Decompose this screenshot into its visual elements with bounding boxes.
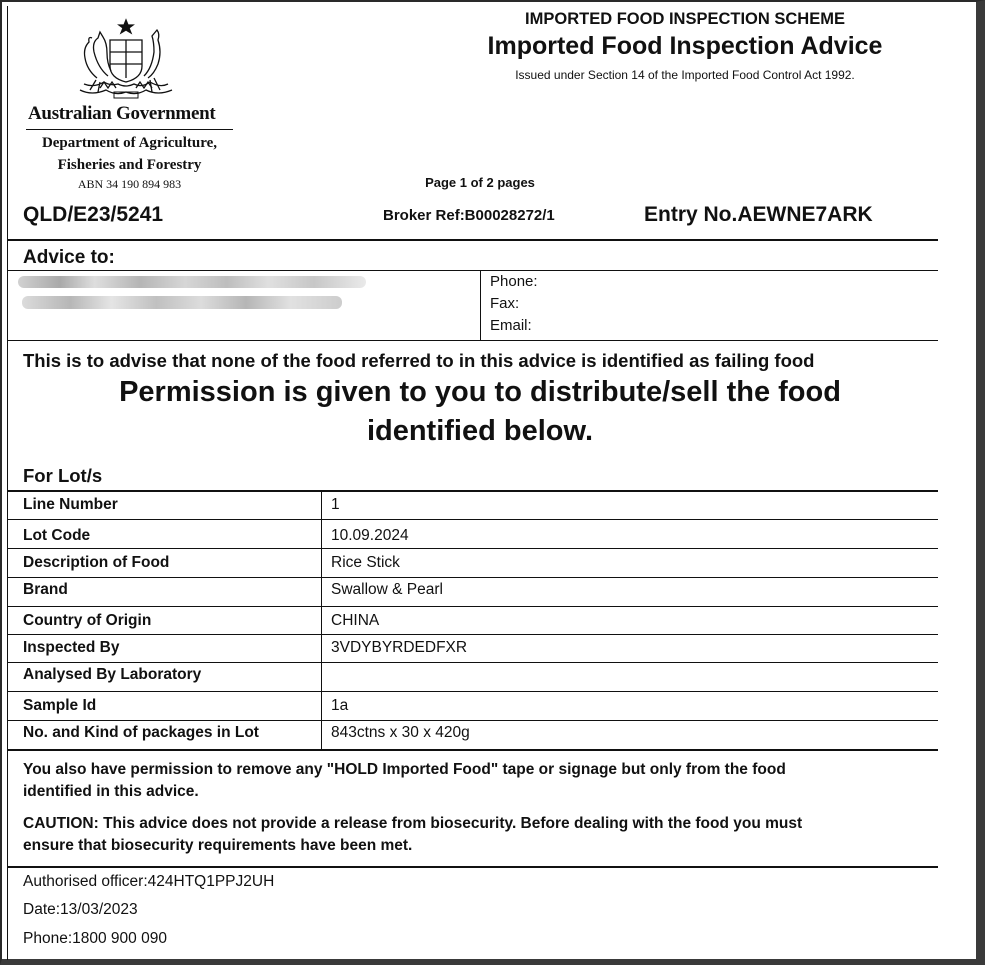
table-row-value: 1	[331, 496, 340, 513]
table-row-value: 10.09.2024	[331, 527, 409, 544]
header-divider	[8, 239, 938, 241]
issued-under-text: Issued under Section 14 of the Imported Food Control Act 1992.	[515, 68, 855, 82]
government-underline	[26, 129, 233, 130]
row-divider	[8, 634, 938, 635]
lots-table-column-divider	[321, 490, 322, 750]
entry-number: Entry No.AEWNE7ARK	[644, 203, 873, 226]
row-divider	[8, 606, 938, 607]
advice-to-heading: Advice to:	[23, 247, 115, 268]
broker-reference: Broker Ref:B00028272/1	[383, 207, 555, 224]
for-lots-heading: For Lot/s	[23, 465, 103, 486]
row-divider	[8, 519, 938, 520]
table-row-value: 843ctns x 30 x 420g	[331, 724, 470, 741]
table-row-label: Description of Food	[23, 554, 170, 571]
table-row-label: Sample Id	[23, 697, 97, 714]
row-divider	[8, 662, 938, 663]
row-divider	[8, 548, 938, 549]
scheme-title: IMPORTED FOOD INSPECTION SCHEME	[525, 10, 845, 28]
page-number: Page 1 of 2 pages	[425, 175, 535, 190]
row-divider	[8, 577, 938, 578]
table-row-value: CHINA	[331, 612, 380, 629]
table-row-label: Analysed By Laboratory	[23, 666, 202, 683]
permission-statement	[60, 373, 900, 451]
advice-date: Date:13/03/2023	[23, 901, 138, 918]
permission-line-2: identified below.	[366, 415, 594, 447]
table-row-label: Brand	[23, 581, 68, 598]
tape-note-line-1: You also have permission to remove any "HOLD Imported Food" tape or signage but only from the food	[23, 761, 786, 778]
department-name	[26, 132, 233, 176]
advice-box-top	[8, 270, 938, 271]
advice-box-bottom	[8, 340, 938, 341]
coat-of-arms-emblem	[70, 18, 182, 100]
department-line-2: Fisheries and Forestry	[57, 157, 202, 173]
row-divider	[8, 720, 938, 721]
department-line-1: Department of Agriculture,	[41, 135, 218, 151]
table-row-label: No. and Kind of packages in Lot	[23, 724, 259, 741]
advice-reference: QLD/E23/5241	[23, 203, 164, 226]
authorised-officer: Authorised officer:424HTQ1PPJ2UH	[23, 873, 275, 890]
officer-section-divider	[8, 866, 938, 868]
phone-label: Phone:	[490, 273, 538, 290]
redacted-company-name	[18, 276, 366, 288]
table-row-value: Swallow & Pearl	[331, 581, 443, 598]
tape-note-line-2: identified in this advice.	[23, 783, 199, 800]
table-row-value: 3VDYBYRDEDFXR	[331, 639, 468, 656]
lots-table-top	[8, 490, 938, 492]
caution-line-2: ensure that biosecurity requirements have been met.	[23, 837, 413, 854]
table-row-value: Rice Stick	[331, 554, 400, 571]
fax-label: Fax:	[490, 295, 520, 312]
table-row-label: Line Number	[23, 496, 118, 513]
table-row-value: 1a	[331, 697, 349, 714]
caution-note	[23, 813, 923, 857]
redacted-company-address	[22, 296, 342, 309]
officer-phone: Phone:1800 900 090	[23, 930, 167, 947]
lots-table-bottom	[8, 749, 938, 751]
government-name: Australian Government	[28, 103, 216, 124]
advise-statement: This is to advise that none of the food referred to in this advice is identified as failing food	[23, 350, 815, 371]
abn-number: ABN 34 190 894 983	[77, 177, 182, 191]
table-row-label: Country of Origin	[23, 612, 152, 629]
advice-box-divider	[480, 270, 481, 341]
email-label: Email:	[490, 317, 532, 334]
table-row-label: Inspected By	[23, 639, 120, 656]
table-row-label: Lot Code	[23, 527, 91, 544]
document-title: Imported Food Inspection Advice	[487, 32, 883, 60]
tape-permission-note	[23, 759, 923, 803]
page-left-border	[7, 6, 8, 960]
caution-line-1: CAUTION: This advice does not provide a release from biosecurity. Before dealing with the food you must	[23, 815, 803, 832]
permission-line-1: Permission is given to you to distribute/sell the food	[119, 376, 841, 408]
row-divider	[8, 691, 938, 692]
